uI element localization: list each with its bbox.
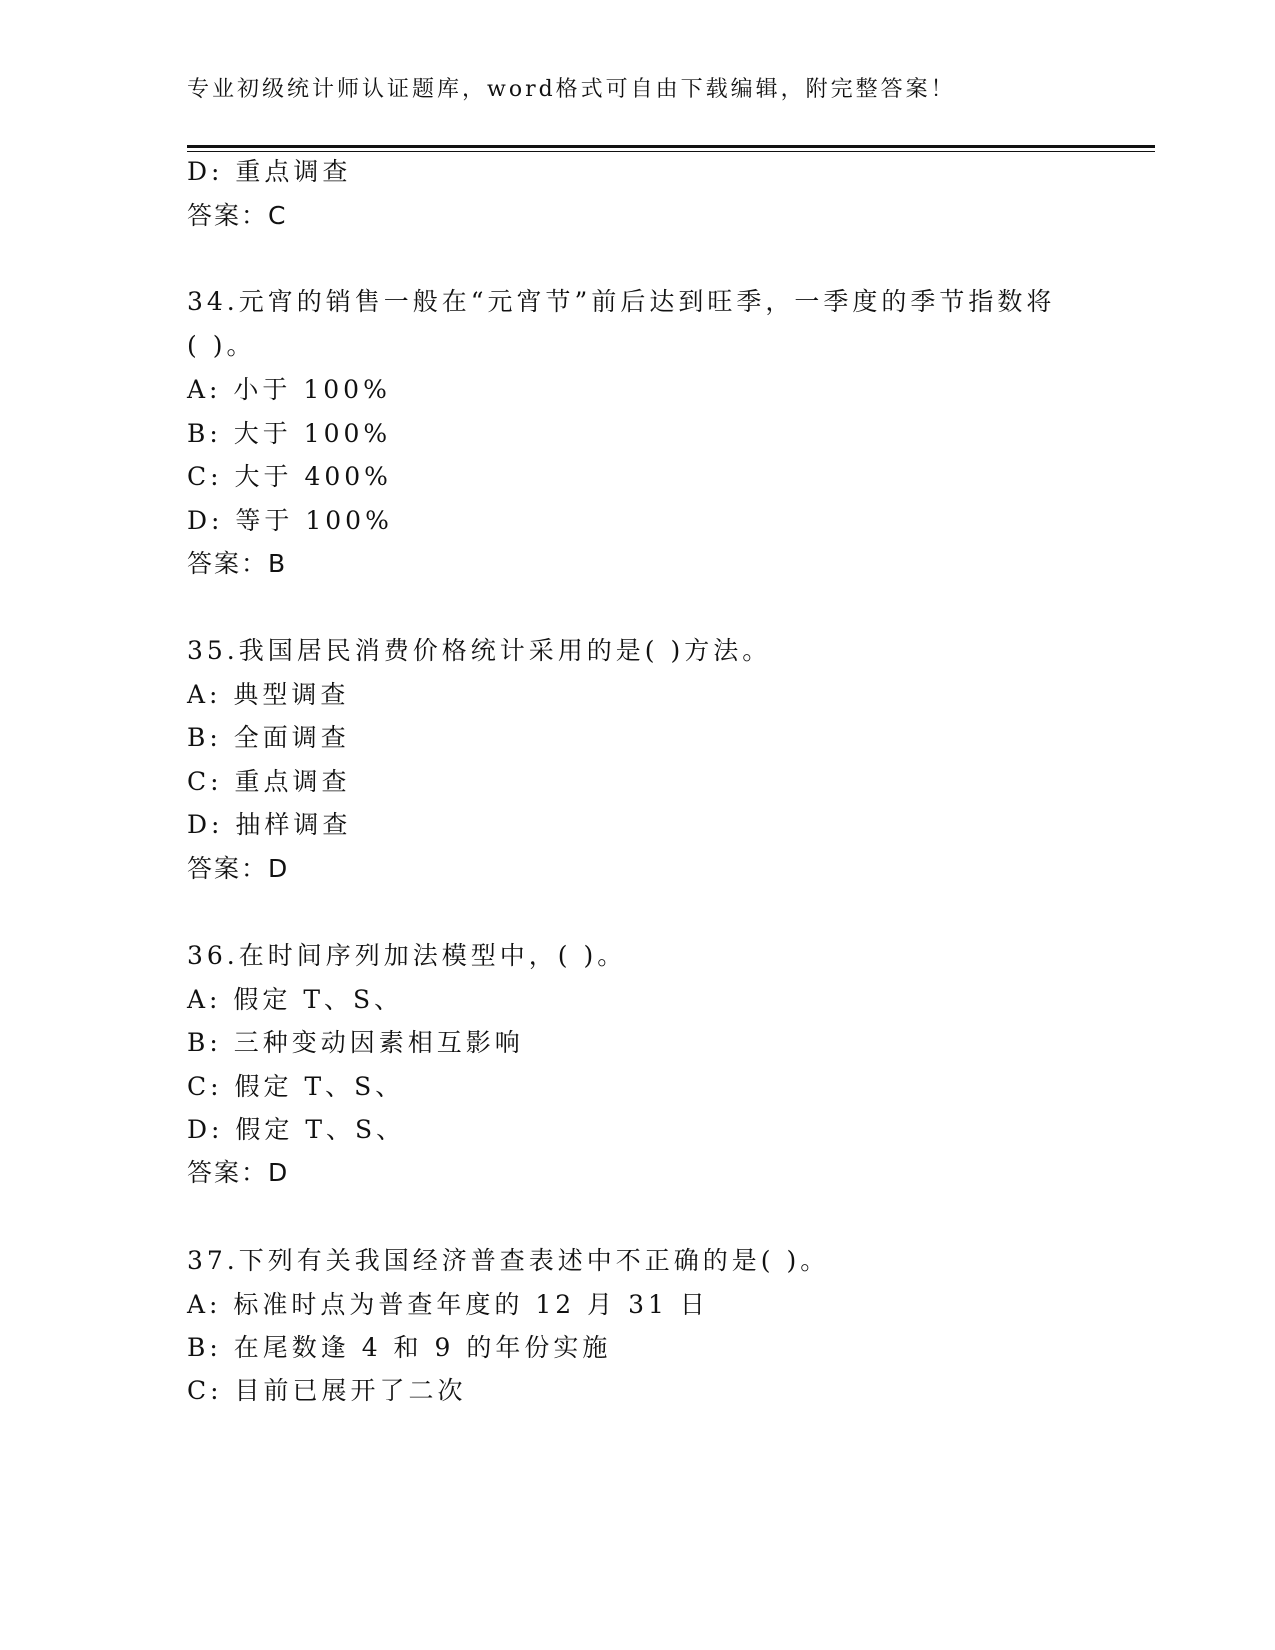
question-34-option-c: C: 大于 400%: [187, 462, 392, 491]
question-36-answer: 答案：D: [187, 1158, 290, 1187]
question-34-option-d: D: 等于 100%: [187, 506, 393, 535]
question-35-option-d: D: 抽样调查: [187, 810, 352, 839]
question-34-option-b: B: 大于 100%: [187, 419, 392, 448]
question-36-option-d: D: 假定 T、S、: [187, 1115, 406, 1144]
question-37-stem: 37.下列有关我国经济普查表述中不正确的是( )。: [187, 1246, 830, 1275]
question-37-option-b: B: 在尾数逢 4 和 9 的年份实施: [187, 1333, 612, 1362]
question-35-option-a: A: 典型调查: [187, 680, 350, 709]
header-divider-thin: [187, 151, 1155, 152]
question-34-answer: 答案：B: [187, 549, 288, 578]
question-35-option-c: C: 重点调查: [187, 767, 351, 796]
question-37-option-a: A: 标准时点为普查年度的 12 月 31 日: [187, 1290, 709, 1319]
prev-answer: 答案：C: [187, 201, 288, 230]
question-36-option-a: A: 假定 T、S、: [187, 985, 404, 1014]
question-36-stem: 36.在时间序列加法模型中，( )。: [187, 941, 627, 970]
question-34-stem: 34.元宵的销售一般在“元宵节”前后达到旺季，一季度的季节指数将: [187, 287, 1056, 316]
question-35-option-b: B: 全面调查: [187, 723, 350, 752]
question-36-option-c: C: 假定 T、S、: [187, 1072, 405, 1101]
page-header: 专业初级统计师认证题库，word格式可自由下载编辑，附完整答案！: [187, 77, 956, 102]
prev-option-d: D: 重点调查: [187, 157, 352, 186]
header-divider: [187, 145, 1155, 148]
question-36-option-b: B: 三种变动因素相互影响: [187, 1028, 524, 1057]
question-35-answer: 答案：D: [187, 854, 290, 883]
question-37-option-c: C: 目前已展开了二次: [187, 1376, 467, 1405]
question-35-stem: 35.我国居民消费价格统计采用的是( )方法。: [187, 636, 772, 665]
question-34-stem-cont: ( )。: [187, 331, 256, 360]
question-34-option-a: A: 小于 100%: [187, 375, 391, 404]
